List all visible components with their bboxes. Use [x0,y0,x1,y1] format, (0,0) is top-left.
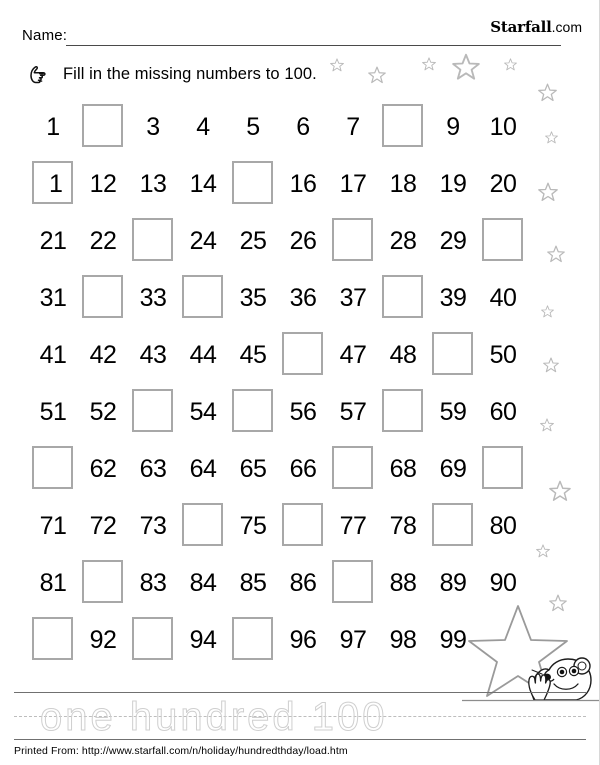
answer-box-76[interactable] [280,501,326,551]
grid-number-94 [180,615,226,665]
grid-number-28 [380,216,426,266]
answer-box[interactable] [432,503,473,546]
grid-number: 33 [139,284,167,312]
answer-box[interactable] [132,218,173,261]
grid-number: 68 [389,455,417,483]
answer-box[interactable] [232,389,273,432]
grid-number-92 [80,615,126,665]
grid-number-84 [180,558,226,608]
grid-number-17 [330,159,376,209]
grid-number: 75 [239,512,267,540]
grid-number-97 [330,615,376,665]
grid-number-86 [280,558,326,608]
grid-number-83 [130,558,176,608]
grid-number-90 [480,558,526,608]
answer-box-15[interactable] [230,159,276,209]
mouse-mascot-with-star [462,604,600,704]
answer-box[interactable] [32,617,73,660]
grid-number-22 [80,216,126,266]
grid-number-42 [80,330,126,380]
answer-box[interactable] [282,503,323,546]
grid-number: 7 [346,113,360,141]
grid-number-75 [230,501,276,551]
answer-box[interactable] [332,446,373,489]
grid-number: 3 [146,113,160,141]
grid-number-98 [380,615,426,665]
grid-number-88 [380,558,426,608]
grid-number-48 [380,330,426,380]
grid-number: 80 [489,512,517,540]
grid-number: 26 [289,227,317,255]
grid-number: 19 [439,170,467,198]
grid-number-68 [380,444,426,494]
answer-box[interactable] [382,275,423,318]
answer-box[interactable] [32,446,73,489]
grid-number: 39 [439,284,467,312]
answer-box[interactable] [132,617,173,660]
answer-box[interactable] [82,560,123,603]
grid-row [0,330,560,387]
grid-number-81 [30,558,76,608]
grid-number-62 [80,444,126,494]
grid-number: 81 [39,569,67,597]
grid-number: 56 [289,398,317,426]
answer-box-53[interactable] [130,387,176,437]
grid-number-18 [380,159,426,209]
answer-box[interactable] [482,218,523,261]
grid-number-3 [130,102,176,152]
grid-number: 18 [389,170,417,198]
answer-box-38[interactable] [380,273,426,323]
instruction-text: Fill in the missing numbers to 100. [63,65,317,83]
grid-number-14 [180,159,226,209]
answer-box-93[interactable] [130,615,176,665]
grid-number-31 [30,273,76,323]
grid-number-1 [30,102,76,152]
grid-number: 57 [339,398,367,426]
grid-number-52 [80,387,126,437]
grid-number-96 [280,615,326,665]
grid-number: 88 [389,569,417,597]
grid-number-77 [330,501,376,551]
grid-row [0,273,560,330]
answer-box[interactable] [282,332,323,375]
grid-number: 69 [439,455,467,483]
grid-number: 50 [489,341,517,369]
answer-box[interactable] [82,104,123,147]
grid-number-37 [330,273,376,323]
grid-number-44 [180,330,226,380]
grid-number-7 [330,102,376,152]
answer-box[interactable] [232,161,273,204]
grid-number: 78 [389,512,417,540]
instruction-row [0,60,600,94]
name-label: Name: [22,27,68,44]
grid-number: 24 [189,227,217,255]
grid-number-80 [480,501,526,551]
grid-number-13 [130,159,176,209]
grid-number: 51 [39,398,67,426]
print-source-footer: Printed From: http://www.starfall.com/n/holiday/hundredthday/load.htm [14,745,348,757]
starfall-logo [490,20,582,35]
grid-number: 13 [139,170,167,198]
name-input-line[interactable] [66,45,561,46]
grid-number-12 [80,159,126,209]
grid-number: 71 [39,512,67,540]
answer-box-95[interactable] [230,615,276,665]
grid-number: 59 [439,398,467,426]
grid-number: 17 [339,170,367,198]
grid-number-10 [480,102,526,152]
grid-number: 31 [39,284,67,312]
grid-number-71 [30,501,76,551]
grid-number: 43 [139,341,167,369]
grid-number-60 [480,387,526,437]
answer-box[interactable] [432,332,473,375]
grid-number: 44 [189,341,217,369]
grid-number: 35 [239,284,267,312]
answer-box[interactable] [182,503,223,546]
grid-number-26 [280,216,326,266]
grid-number: 96 [289,626,317,654]
grid-number: 12 [89,170,117,198]
grid-number: 89 [439,569,467,597]
grid-number: 99 [439,626,467,654]
grid-number: 90 [489,569,517,597]
grid-number: 5 [246,113,260,141]
grid-number-69 [430,444,476,494]
grid-number-85 [230,558,276,608]
grid-number-25 [230,216,276,266]
answer-box[interactable] [132,389,173,432]
grid-number: 98 [389,626,417,654]
grid-number: 47 [339,341,367,369]
answer-box-55[interactable] [230,387,276,437]
grid-number-89 [430,558,476,608]
grid-number: 66 [289,455,317,483]
answer-box[interactable] [82,275,123,318]
grid-number-45 [230,330,276,380]
brand-name: Starfall [490,18,552,36]
tracing-text[interactable]: one hundred 100 [40,695,388,739]
answer-box-27[interactable] [330,216,376,266]
grid-number: 37 [339,284,367,312]
grid-row [0,216,560,273]
answer-box[interactable] [382,389,423,432]
answer-box-70[interactable] [480,444,526,494]
grid-number: 20 [489,170,517,198]
grid-number: 85 [239,569,267,597]
grid-number-39 [430,273,476,323]
grid-number: 4 [196,113,210,141]
grid-number-41 [30,330,76,380]
answer-box-61[interactable] [30,444,76,494]
grid-number: 9 [446,113,460,141]
grid-number: 42 [89,341,117,369]
answer-box-8[interactable] [380,102,426,152]
answer-box-87[interactable] [330,558,376,608]
grid-number: 65 [239,455,267,483]
answer-box-82[interactable] [80,558,126,608]
grid-number: 54 [189,398,217,426]
grid-number: 72 [89,512,117,540]
grid-number-54 [180,387,226,437]
answer-box-34[interactable] [180,273,226,323]
grid-number-partial: 1 [49,170,63,198]
answer-box-23[interactable] [130,216,176,266]
grid-number-66 [280,444,326,494]
answer-box[interactable] [232,617,273,660]
grid-number-5 [230,102,276,152]
grid-number: 40 [489,284,517,312]
grid-number: 45 [239,341,267,369]
grid-number-64 [180,444,226,494]
grid-number: 10 [489,113,517,141]
grid-row [0,501,560,558]
grid-number-72 [80,501,126,551]
grid-number: 14 [189,170,217,198]
answer-box[interactable] [332,218,373,261]
answer-box-30[interactable] [480,216,526,266]
grid-number-47 [330,330,376,380]
grid-number-21 [30,216,76,266]
answer-box-74[interactable] [180,501,226,551]
grid-number: 97 [339,626,367,654]
grid-number: 73 [139,512,167,540]
grid-number-73 [130,501,176,551]
grid-number: 29 [439,227,467,255]
tracing-top-rule [14,692,586,693]
worksheet-header [0,0,600,56]
answer-box[interactable] [332,560,373,603]
grid-number-19 [430,159,476,209]
grid-number: 86 [289,569,317,597]
grid-number-24 [180,216,226,266]
answer-box-67[interactable] [330,444,376,494]
grid-number: 48 [389,341,417,369]
grid-row [0,159,560,216]
grid-number: 83 [139,569,167,597]
grid-number-50 [480,330,526,380]
grid-number: 22 [89,227,117,255]
grid-number-35 [230,273,276,323]
grid-number: 60 [489,398,517,426]
grid-number-78 [380,501,426,551]
answer-box-32[interactable] [80,273,126,323]
grid-number-40 [480,273,526,323]
grid-number: 36 [289,284,317,312]
grid-number: 77 [339,512,367,540]
grid-number: 25 [239,227,267,255]
grid-number: 16 [289,170,317,198]
grid-number-59 [430,387,476,437]
brand-tld: .com [551,19,582,35]
grid-number: 64 [189,455,217,483]
grid-number-29 [430,216,476,266]
answer-box-58[interactable] [380,387,426,437]
grid-number: 63 [139,455,167,483]
answer-box-79[interactable] [430,501,476,551]
grid-number: 41 [39,341,67,369]
grid-number-16 [280,159,326,209]
grid-number-57 [330,387,376,437]
grid-number: 21 [39,227,67,255]
grid-number-51 [30,387,76,437]
grid-number-20 [480,159,526,209]
grid-number: 62 [89,455,117,483]
grid-number-6 [280,102,326,152]
tracing-practice-line [14,692,586,740]
answer-box-46[interactable] [280,330,326,380]
grid-number-43 [130,330,176,380]
grid-number: 28 [389,227,417,255]
grid-number-9 [430,102,476,152]
grid-number: 1 [46,113,60,141]
grid-number-65 [230,444,276,494]
pointing-hand-icon [26,61,56,89]
grid-row [0,444,560,501]
grid-number-33 [130,273,176,323]
answer-box[interactable] [182,275,223,318]
grid-number-56 [280,387,326,437]
grid-number: 52 [89,398,117,426]
grid-number: 94 [189,626,217,654]
grid-number-4 [180,102,226,152]
answer-box-91[interactable] [30,615,76,665]
answer-box-49[interactable] [430,330,476,380]
hundreds-chart-grid [0,102,560,672]
grid-number-63 [130,444,176,494]
grid-number: 6 [296,113,310,141]
answer-box-11[interactable] [30,159,76,209]
grid-number: 92 [89,626,117,654]
answer-box[interactable] [482,446,523,489]
grid-row [0,387,560,444]
answer-box[interactable] [382,104,423,147]
grid-number: 84 [189,569,217,597]
grid-row [0,102,560,159]
grid-number-36 [280,273,326,323]
answer-box-2[interactable] [80,102,126,152]
